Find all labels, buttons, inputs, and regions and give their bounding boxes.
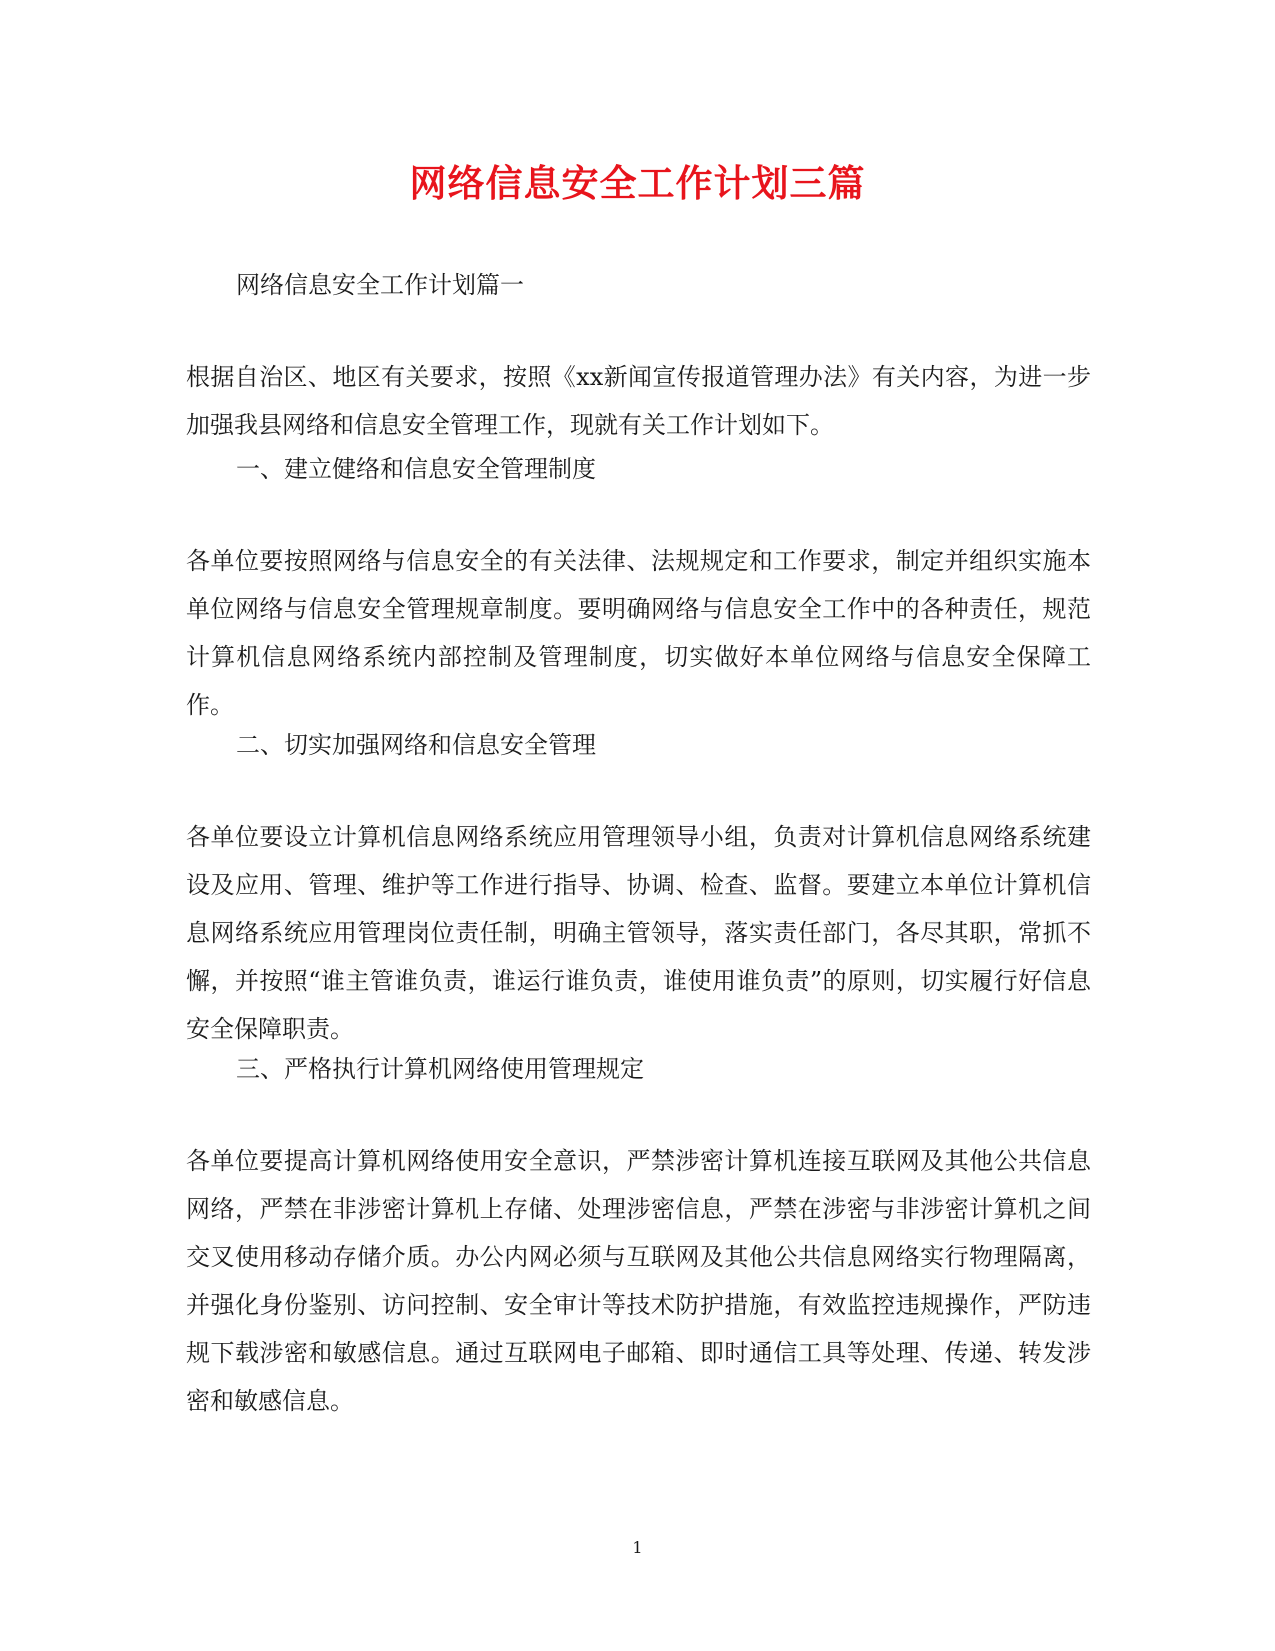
section-heading: 网络信息安全工作计划篇一 <box>236 271 524 299</box>
paragraph-1: 各单位要按照网络与信息安全的有关法律、法规规定和工作要求，制定并组织实施本单位网络与信息安全管理规章制度。要明确网络与信息安全工作中的各种责任，规范计算机信息网络系统内部控制及管理制度，切实做好本单位网络与信息安全保障工作。 <box>186 547 1091 719</box>
heading-1: 一、建立健络和信息安全管理制度 <box>236 455 596 483</box>
heading-3: 三、严格执行计算机网络使用管理规定 <box>236 1055 644 1083</box>
document-title: 网络信息安全工作计划三篇 <box>409 161 866 205</box>
intro-paragraph: 根据自治区、地区有关要求，按照《xx新闻宣传报道管理办法》有关内容，为进一步加强我县网络和信息安全管理工作，现就有关工作计划如下。 <box>186 363 1091 439</box>
heading-2: 二、切实加强网络和信息安全管理 <box>236 731 596 759</box>
paragraph-3: 各单位要提高计算机网络使用安全意识，严禁涉密计算机连接互联网及其他公共信息网络，严禁在非涉密计算机上存储、处理涉密信息，严禁在涉密与非涉密计算机之间交叉使用移动存储介质。办公内网必须与互联网及其他公共信息网络实行物理隔离，并强化身份鉴别、访问控制、安全审计等技术防护措施，有效监控违规操作，严防违规下载涉密和敏感信息。通过互联网电子邮箱、即时通信工具等处理、传递、转发涉密和敏感信息。 <box>186 1147 1091 1415</box>
paragraph-2: 各单位要设立计算机信息网络系统应用管理领导小组，负责对计算机信息网络系统建设及应用、管理、维护等工作进行指导、协调、检查、监督。要建立本单位计算机信息网络系统应用管理岗位责任制，明确主管领导，落实责任部门，各尽其职，常抓不懈，并按照“谁主管谁负责，谁运行谁负责，谁使用谁负责”的原则，切实履行好信息安全保障职责。 <box>186 823 1091 1043</box>
page-number: 1 <box>632 1538 643 1557</box>
